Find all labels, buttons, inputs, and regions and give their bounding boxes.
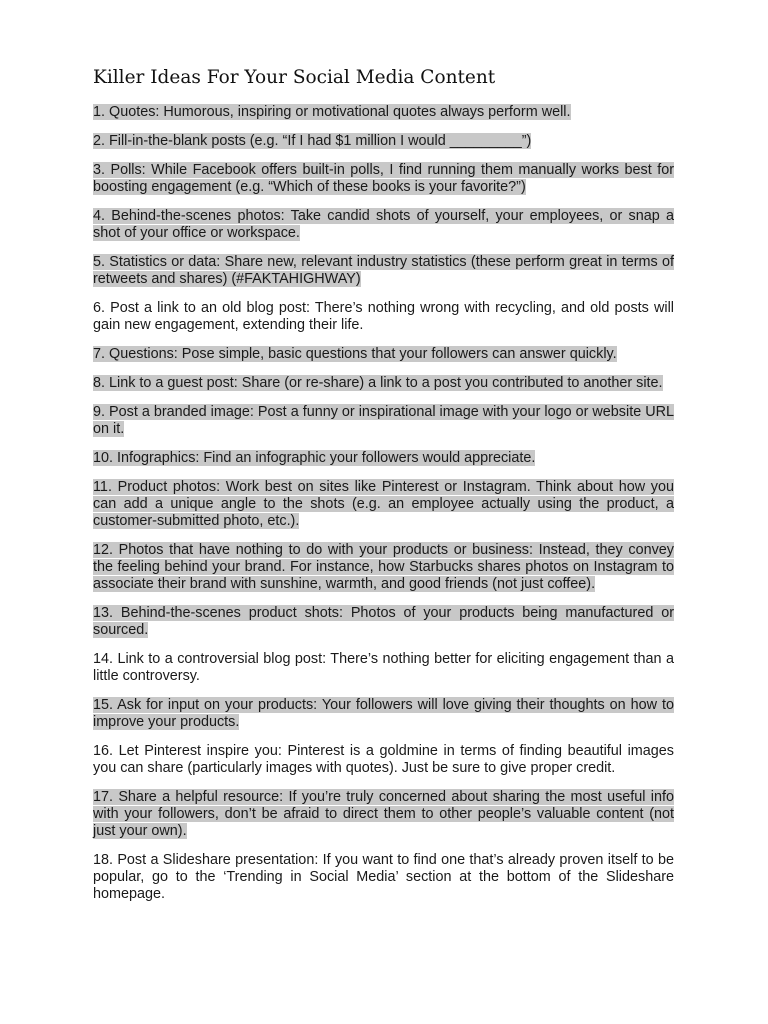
list-item-text: 3. Polls: While Facebook offers built-in polls, I find running them manually works best for boosting engagement (e.g. “Which of these books is your favorite?”): [93, 162, 674, 195]
list-item: [93, 404, 674, 438]
list-item: [93, 346, 674, 363]
list-item-text: 14. Link to a controversial blog post: There’s nothing better for eliciting engagement than a little controversy.: [93, 651, 674, 684]
list-item: [93, 651, 674, 685]
list-item: [93, 542, 674, 593]
list-item: [93, 789, 674, 840]
page-title: Killer Ideas For Your Social Media Content: [93, 67, 496, 88]
document-page: [93, 64, 674, 915]
list-item-text: 2. Fill-in-the-blank posts (e.g. “If I had $1 million I would _________”): [93, 133, 532, 149]
list-item: [93, 254, 674, 288]
list-item-text: 17. Share a helpful resource: If you’re truly concerned about sharing the most useful info with your followers, don’t be afraid to direct them to other people’s valuable content (not just your own).: [93, 789, 674, 839]
list-item-text: 13. Behind-the-scenes product shots: Photos of your products being manufactured or sourced.: [93, 605, 674, 638]
list-item-text: 11. Product photos: Work best on sites like Pinterest or Instagram. Think about how you can add a unique angle to the shots (e.g. an employee actually using the product, a customer-submitted photo, etc.).: [93, 479, 674, 529]
list-item-text: 4. Behind-the-scenes photos: Take candid shots of yourself, your employees, or snap a shot of your office or workspace.: [93, 208, 674, 241]
list-item-text: 9. Post a branded image: Post a funny or inspirational image with your logo or website URL on it.: [93, 404, 674, 437]
list-item: [93, 375, 674, 392]
list-item: [93, 162, 674, 196]
list-item: [93, 133, 674, 150]
ideas-list: [93, 104, 674, 903]
list-item: [93, 605, 674, 639]
list-item: [93, 697, 674, 731]
list-item: [93, 450, 674, 467]
list-item-text: 15. Ask for input on your products: Your followers will love giving their thoughts on how to improve your products.: [93, 697, 674, 730]
list-item: [93, 479, 674, 530]
list-item-text: 5. Statistics or data: Share new, relevant industry statistics (these perform great in terms of retweets and shares) (#FAKTAHIGHWAY): [93, 254, 674, 287]
list-item: [93, 743, 674, 777]
list-item-text: 10. Infographics: Find an infographic your followers would appreciate.: [93, 450, 536, 466]
list-item-text: 18. Post a Slideshare presentation: If you want to find one that’s already proven itself to be popular, go to the ‘Trending in Social Media’ section at the bottom of the Slideshare homepage.: [93, 852, 674, 902]
list-item-text: 8. Link to a guest post: Share (or re-share) a link to a post you contributed to another site.: [93, 375, 663, 391]
list-item: [93, 104, 674, 121]
list-item: [93, 208, 674, 242]
list-item-text: 16. Let Pinterest inspire you: Pinterest is a goldmine in terms of finding beautiful images you can share (particularly images with quotes). Just be sure to give proper credit.: [93, 743, 674, 776]
list-item-text: 6. Post a link to an old blog post: There’s nothing wrong with recycling, and old posts will gain new engagement, extending their life.: [93, 300, 674, 333]
list-item: [93, 852, 674, 903]
list-item: [93, 300, 674, 334]
list-item-text: 12. Photos that have nothing to do with your products or business: Instead, they convey the feeling behind your brand. For instance, how Starbucks shares photos on Instagram to associate their brand with sunshine, warmth, and good friends (not just coffee).: [93, 542, 674, 592]
list-item-text: 1. Quotes: Humorous, inspiring or motivational quotes always perform well.: [93, 104, 571, 120]
list-item-text: 7. Questions: Pose simple, basic questions that your followers can answer quickly.: [93, 346, 617, 362]
